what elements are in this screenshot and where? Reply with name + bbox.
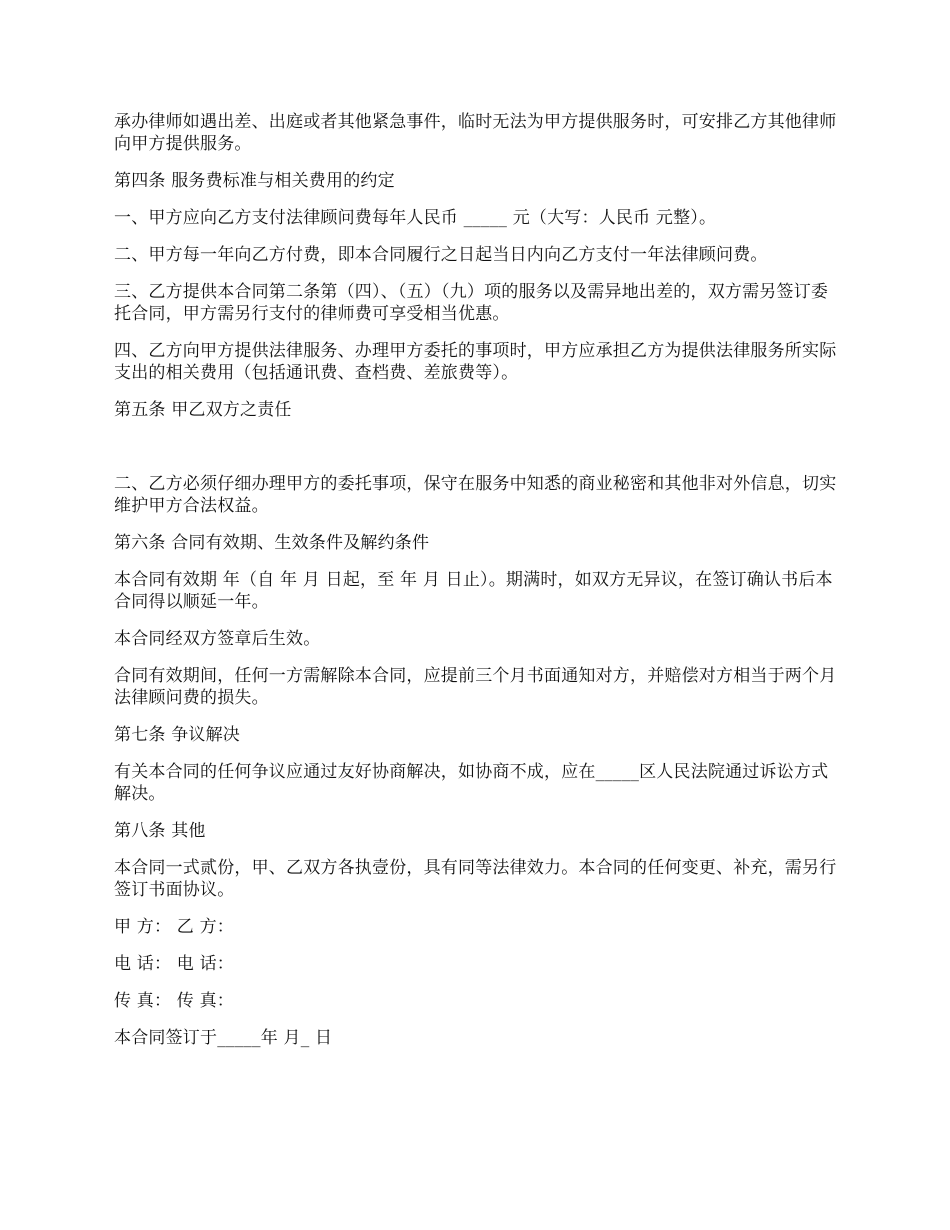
heading-article-7: 第七条 争议解决 [114, 725, 241, 745]
paragraph-4-3: 三、乙方提供本合同第二条第（四）、（五）（九）项的服务以及需异地出差的，双方需另签订委托合同，甲方需另行支付的律师费可享受相当优惠。 [114, 282, 829, 324]
heading-article-4: 第四条 服务费标准与相关费用的约定 [114, 171, 395, 191]
paragraph-4-1: 一、甲方应向乙方支付法律顾问费每年人民币 _____ 元（大写：人民币 元整）。 [114, 208, 717, 228]
paragraph-6-termination: 合同有效期间，任何一方需解除本合同，应提前三个月书面通知对方，并赔偿对方相当于两个月法律顾问费的损失。 [114, 666, 837, 708]
heading-article-5: 第五条 甲乙双方之责任 [114, 400, 292, 420]
paragraph-backup-lawyer: 承办律师如遇出差、出庭或者其他紧急事件，临时无法为甲方提供服务时，可安排乙方其他律师向甲方提供服务。 [114, 112, 837, 154]
heading-article-6: 第六条 合同有效期、生效条件及解约条件 [114, 533, 430, 553]
signing-date: 本合同签订于_____年 月_ 日 [114, 1028, 333, 1048]
paragraph-6-effective: 本合同经双方签章后生效。 [114, 629, 321, 649]
paragraph-4-4: 四、乙方向甲方提供法律服务、办理甲方委托的事项时，甲方应承担乙方为提供法律服务所实际支出的相关费用（包括通讯费、查档费、差旅费等）。 [114, 341, 837, 383]
heading-article-8: 第八条 其他 [114, 821, 206, 841]
paragraph-8-copies: 本合同一式贰份，甲、乙双方各执壹份，具有同等法律效力。本合同的任何变更、补充，需另行签订书面协议。 [114, 858, 837, 900]
paragraph-4-2: 二、甲方每一年向乙方付费，即本合同履行之日起当日内向乙方支付一年法律顾问费。 [114, 245, 768, 265]
signature-phone: 电 话： 电 话： [114, 954, 235, 974]
paragraph-5-2: 二、乙方必须仔细办理甲方的委托事项，保守在服务中知悉的商业秘密和其他非对外信息，切实维护甲方合法权益。 [114, 474, 837, 516]
document-body [114, 111, 842, 1064]
paragraph-6-term: 本合同有效期 年（自 年 月 日起，至 年 月 日止）。期满时，如双方无异议，在签订确认书后本合同得以顺延一年。 [114, 570, 833, 612]
paragraph-7-dispute: 有关本合同的任何争议应通过友好协商解决，如协商不成，应在_____区人民法院通过诉讼方式解决。 [114, 762, 829, 804]
signature-parties: 甲 方： 乙 方： [114, 917, 235, 937]
signature-fax: 传 真： 传 真： [114, 991, 235, 1011]
